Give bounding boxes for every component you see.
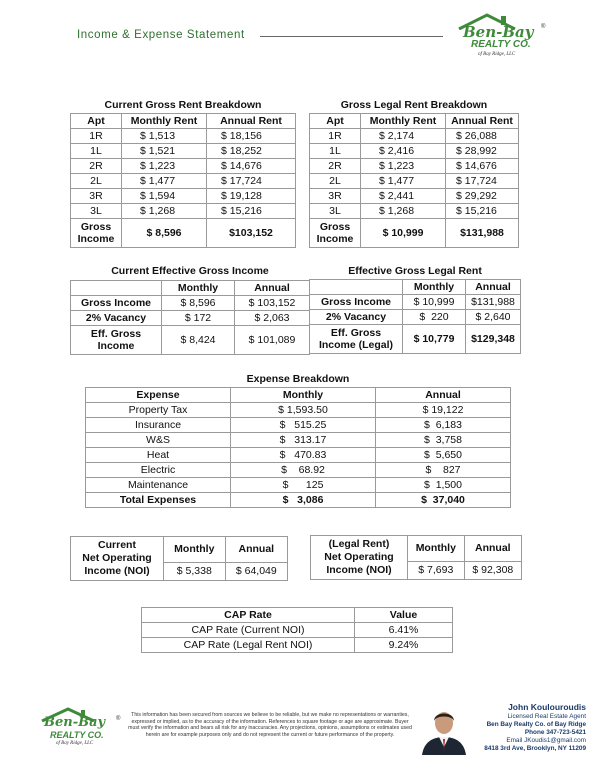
table-row [310, 204, 519, 219]
expense-annual: $ 1,500 [376, 478, 511, 493]
apt-cell: 3L [310, 204, 361, 219]
monthly-value: 1,521 [148, 144, 176, 157]
total-annual: $103,152 [207, 219, 296, 248]
expense-monthly: $ 68.92 [231, 463, 376, 478]
expense-name: Property Tax [86, 403, 231, 418]
table-row [310, 295, 521, 310]
expense-monthly: $ 125 [231, 478, 376, 493]
expense-monthly: $ 470.83 [231, 448, 376, 463]
current-egi-title: Current Effective Gross Income [111, 265, 269, 277]
noi-legal-label: (Legal Rent) Net Operating Income (NOI) [311, 536, 408, 580]
total-monthly: $ 10,999 [361, 219, 446, 248]
noi-legal-monthly: $ 7,693 [408, 561, 465, 579]
expense-monthly: $ 313.17 [231, 433, 376, 448]
expense-annual: $ 827 [376, 463, 511, 478]
vacancy-label: 2% Vacancy [310, 310, 403, 325]
currency: $ [379, 189, 385, 202]
logo-registered: ® [541, 24, 546, 30]
vacancy-annual: $ 2,063 [235, 311, 310, 326]
table-row [142, 623, 453, 638]
agent-phone: Phone 347-723-5421 [524, 729, 586, 737]
total-expenses-label: Total Expenses [86, 493, 231, 508]
header-annual: Annual [376, 388, 511, 403]
annual-value: 29,292 [464, 189, 497, 202]
apt-cell: 1R [310, 129, 361, 144]
expense-table [85, 387, 511, 508]
header-monthly: Monthly [403, 280, 466, 295]
gross-income-monthly: $ 8,596 [162, 296, 235, 311]
cap-rate-table [141, 607, 453, 653]
header-annual: Annual [464, 536, 521, 562]
apt-cell: 2L [310, 174, 361, 189]
currency: $ [379, 159, 385, 172]
expense-annual: $ 5,650 [376, 448, 511, 463]
agent-photo [420, 703, 468, 755]
monthly-value: 1,594 [148, 189, 176, 202]
header-value: Value [355, 608, 453, 623]
annual-value: 28,992 [464, 144, 497, 157]
total-expenses-monthly: $ 3,086 [231, 493, 376, 508]
expense-name: Insurance [86, 418, 231, 433]
currency: $ [456, 144, 462, 157]
logo-line3: of Bay Ridge, LLC [478, 52, 516, 57]
table-row [86, 448, 511, 463]
noi-legal-table [310, 535, 522, 580]
apt-cell: 2R [310, 159, 361, 174]
eff-gross-monthly: $ 10,779 [403, 325, 466, 354]
expense-name: Maintenance [86, 478, 231, 493]
table-row [71, 311, 310, 326]
header-annual: Annual [235, 281, 310, 296]
table-row [71, 204, 296, 219]
total-row [86, 493, 511, 508]
annual-value: 17,724 [229, 174, 262, 187]
vacancy-monthly: $ 220 [403, 310, 466, 325]
annual-value: 18,156 [229, 129, 262, 142]
table-row [71, 326, 310, 355]
currency: $ [456, 174, 462, 187]
legal-rent-title: Gross Legal Rent Breakdown [340, 99, 488, 111]
gross-income-label: Gross Income [71, 296, 162, 311]
total-annual: $131,988 [446, 219, 519, 248]
logo-line1: Ben-Bay [463, 23, 534, 41]
agent-title: Licensed Real Estate Agent [507, 713, 586, 720]
expense-monthly: $ 1,593.50 [231, 403, 376, 418]
vacancy-label: 2% Vacancy [71, 311, 162, 326]
header-monthly: Monthly [408, 536, 465, 562]
eff-gross-label: Eff. Gross Income (Legal) [310, 325, 403, 354]
table-row [86, 433, 511, 448]
monthly-value: 1,477 [148, 174, 176, 187]
cap-rate-value: 6.41% [355, 623, 453, 638]
agent-email[interactable]: Email JKoudis1@gmail.com [506, 737, 586, 745]
currency: $ [140, 144, 146, 157]
table-row [71, 296, 310, 311]
vacancy-annual: $ 2,640 [466, 310, 521, 325]
expense-monthly: $ 515.25 [231, 418, 376, 433]
header-monthly-rent: Monthly Rent [122, 114, 207, 129]
brand-logo [455, 12, 550, 60]
header-divider [260, 36, 443, 37]
currency: $ [456, 159, 462, 172]
expenses-title: Expense Breakdown [246, 373, 350, 385]
apt-cell: 3L [71, 204, 122, 219]
annual-value: 26,088 [464, 129, 497, 142]
annual-value: 15,216 [464, 204, 497, 217]
header-annual: Annual [225, 537, 287, 563]
total-label: Gross Income [310, 219, 361, 248]
table-row [142, 638, 453, 653]
table-row [310, 129, 519, 144]
table-row [71, 144, 296, 159]
table-row [71, 129, 296, 144]
legal-egi-table [309, 279, 521, 354]
disclaimer-text: This information has been secured from sources we believe to be reliable, but we make no representations or warranties, expressed or implied, as to the accuracy of the information. References to square footage or age are approximate. Buyer must verify the information and bears all risk for any inaccuracies. Any projections, opinions, assumptions or estimates used herein are for example purposes only and do not represent the current or future performance of the property. [128, 712, 412, 738]
noi-current-label: Current Net Operating Income (NOI) [71, 537, 164, 581]
cap-rate-label: CAP Rate (Legal Rent NOI) [142, 638, 355, 653]
header-apt: Apt [71, 114, 122, 129]
table-row [86, 478, 511, 493]
table-row [310, 189, 519, 204]
noi-legal-annual: $ 92,308 [464, 561, 521, 579]
eff-gross-label: Eff. Gross Income [71, 326, 162, 355]
header-monthly-rent: Monthly Rent [361, 114, 446, 129]
header-cap-rate: CAP Rate [142, 608, 355, 623]
eff-gross-monthly: $ 8,424 [162, 326, 235, 355]
apt-cell: 1R [71, 129, 122, 144]
footer-brand-logo [38, 706, 124, 750]
table-row [310, 174, 519, 189]
expense-name: Heat [86, 448, 231, 463]
table-row [71, 174, 296, 189]
vacancy-monthly: $ 172 [162, 311, 235, 326]
currency: $ [140, 189, 146, 202]
expense-annual: $ 6,183 [376, 418, 511, 433]
header-monthly: Monthly [231, 388, 376, 403]
logo-registered: ® [116, 716, 121, 722]
currency: $ [456, 129, 462, 142]
apt-cell: 3R [310, 189, 361, 204]
expense-annual: $ 3,758 [376, 433, 511, 448]
legal-egi-title: Effective Gross Legal Rent [348, 265, 482, 277]
annual-value: 18,252 [229, 144, 262, 157]
currency: $ [221, 189, 227, 202]
noi-current-monthly: $ 5,338 [164, 562, 226, 580]
current-egi-table [70, 280, 310, 355]
header-monthly: Monthly [162, 281, 235, 296]
table-row [71, 159, 296, 174]
currency: $ [456, 189, 462, 202]
total-expenses-annual: $ 37,040 [376, 493, 511, 508]
noi-current-annual: $ 64,049 [225, 562, 287, 580]
annual-value: 15,216 [229, 204, 262, 217]
total-monthly: $ 8,596 [122, 219, 207, 248]
gross-income-annual: $131,988 [466, 295, 521, 310]
apt-cell: 1L [310, 144, 361, 159]
table-row [71, 189, 296, 204]
eff-gross-annual: $129,348 [466, 325, 521, 354]
expense-name: Electric [86, 463, 231, 478]
table-row [310, 310, 521, 325]
header-apt: Apt [310, 114, 361, 129]
monthly-value: 1,268 [387, 204, 415, 217]
cap-rate-value: 9.24% [355, 638, 453, 653]
apt-cell: 2L [71, 174, 122, 189]
gross-income-annual: $ 103,152 [235, 296, 310, 311]
total-label: Gross Income [71, 219, 122, 248]
annual-value: 14,676 [229, 159, 262, 172]
header-annual-rent: Annual Rent [446, 114, 519, 129]
header-expense: Expense [86, 388, 231, 403]
apt-cell: 1L [71, 144, 122, 159]
annual-value: 14,676 [464, 159, 497, 172]
annual-value: 17,724 [464, 174, 497, 187]
monthly-value: 2,416 [387, 144, 415, 157]
table-row [310, 144, 519, 159]
logo-line2: REALTY CO. [471, 39, 531, 50]
logo-line1: Ben-Bay [44, 715, 106, 730]
agent-contact [474, 702, 586, 753]
currency: $ [379, 174, 385, 187]
noi-current-table [70, 536, 288, 581]
logo-line3: of Bay Ridge, LLC [56, 741, 94, 746]
monthly-value: 1,223 [148, 159, 176, 172]
table-row [86, 403, 511, 418]
currency: $ [140, 174, 146, 187]
header-monthly: Monthly [164, 537, 226, 563]
current-rent-table [70, 113, 296, 248]
current-rent-title: Current Gross Rent Breakdown [104, 99, 262, 111]
monthly-value: 1,268 [148, 204, 176, 217]
total-row [310, 219, 519, 248]
currency: $ [379, 144, 385, 157]
monthly-value: 1,477 [387, 174, 415, 187]
table-row [86, 418, 511, 433]
agent-name: John Koulouroudis [508, 702, 586, 712]
currency: $ [221, 204, 227, 217]
currency: $ [379, 204, 385, 217]
currency: $ [221, 144, 227, 157]
cap-rate-label: CAP Rate (Current NOI) [142, 623, 355, 638]
annual-value: 19,128 [229, 189, 262, 202]
currency: $ [221, 129, 227, 142]
currency: $ [456, 204, 462, 217]
apt-cell: 3R [71, 189, 122, 204]
agent-company: Ben Bay Realty Co. of Bay Ridge [486, 721, 586, 729]
header-blank [71, 281, 162, 296]
table-row [86, 463, 511, 478]
expense-annual: $ 19,122 [376, 403, 511, 418]
table-row [310, 325, 521, 354]
currency: $ [221, 174, 227, 187]
currency: $ [379, 129, 385, 142]
apt-cell: 2R [71, 159, 122, 174]
currency: $ [140, 129, 146, 142]
header-annual: Annual [466, 280, 521, 295]
gross-income-monthly: $ 10,999 [403, 295, 466, 310]
monthly-value: 2,441 [387, 189, 415, 202]
currency: $ [140, 159, 146, 172]
legal-rent-table [309, 113, 519, 248]
header-annual-rent: Annual Rent [207, 114, 296, 129]
gross-income-label: Gross Income [310, 295, 403, 310]
expense-name: W&S [86, 433, 231, 448]
monthly-value: 1,223 [387, 159, 415, 172]
currency: $ [140, 204, 146, 217]
page-title: Income & Expense Statement [77, 29, 245, 41]
table-row [310, 159, 519, 174]
monthly-value: 1,513 [148, 129, 176, 142]
agent-address: 8418 3rd Ave, Brooklyn, NY 11209 [484, 745, 586, 753]
header-blank [310, 280, 403, 295]
eff-gross-annual: $ 101,089 [235, 326, 310, 355]
monthly-value: 2,174 [387, 129, 415, 142]
currency: $ [221, 159, 227, 172]
total-row [71, 219, 296, 248]
logo-line2: REALTY CO. [50, 730, 104, 740]
